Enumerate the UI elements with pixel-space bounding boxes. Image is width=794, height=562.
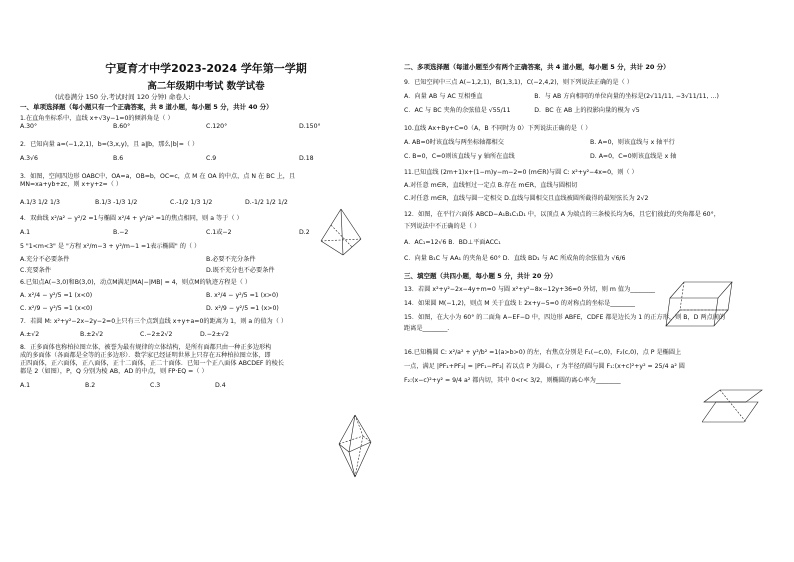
option: C. B=0，C=0则该直线与 y 轴所在直线 bbox=[404, 153, 515, 160]
option: A.3√6 bbox=[20, 155, 38, 162]
question-7-stem: 7．若圆 M: x²+y²−2x−2y−2=0上只有三个点到直线 x+y+a=0的距离为 1，则 a 的值为（ ） bbox=[20, 318, 288, 325]
option: A.±√2 bbox=[20, 331, 40, 338]
option: C.120° bbox=[206, 123, 228, 130]
school-title: 宁夏育才中学2023-2024 学年第一学期 bbox=[105, 62, 307, 75]
option: B.60° bbox=[113, 123, 131, 130]
question-6-stem: 6.已知点A(−3,0)和B(3,0)，动点M满足|MA|−|MB| = 4，则点M的轨迹方程是（ ） bbox=[20, 279, 252, 286]
option: B.6 bbox=[113, 155, 124, 162]
option: C．AC 与 BC 夹角的余弦值是 √55/11 bbox=[404, 107, 511, 114]
question-2 bbox=[20, 141, 392, 163]
question-8-line: 8．正多面体也称柏拉图立体，被誉为最有规律的立体结构，是所有面都只由一种正多边形构 bbox=[20, 344, 272, 351]
question-8-line: 都是 2（如图），P，Q 分别为棱 AB，AD 的中点，则 FP·EQ =（ ） bbox=[20, 368, 208, 375]
option: B.−2 bbox=[113, 229, 129, 236]
option: D.−2±√2 bbox=[200, 331, 229, 338]
question-16-line: F₂:(x−c)²+y² = 9/4 a² 都内切，其中 0<r< 3/2，则椭圆的离心率为________ bbox=[404, 377, 621, 384]
question-13: 13．若圆 x²+y²−2x−4y+m=0 与圆 x²+y²−8x−12y+36=0 外切，则 m 值为________ bbox=[404, 286, 656, 293]
option: D.2 bbox=[299, 229, 310, 236]
option: A.30° bbox=[20, 123, 38, 130]
option: B．与 AB 方向相同的单位向量的坐标是(2√11/11, −3√11/11, ...) bbox=[534, 93, 719, 100]
question-9-options-row2 bbox=[404, 107, 776, 115]
option: B.±2√2 bbox=[80, 331, 104, 338]
parallelepiped-figure bbox=[662, 278, 740, 330]
option: C. x²/9 − y²/5 =1 (x<0) bbox=[20, 305, 93, 312]
option: D.18 bbox=[299, 155, 314, 162]
question-8-line: 成的多面体（各面都是全等的正多边形）．数学家已经证明世界上只存在五种柏拉图立体，即 bbox=[20, 352, 271, 359]
question-12 bbox=[404, 211, 776, 263]
exam-meta: (试卷满分 150 分,考试时间 120 分钟) 命卷人: bbox=[55, 93, 191, 101]
option: D. A=0，C=0则该直线是 x 轴 bbox=[590, 153, 677, 160]
option: B.1/3 -1/3 1/2 bbox=[95, 199, 138, 206]
question-16 bbox=[404, 349, 776, 385]
question-7-options bbox=[20, 331, 260, 339]
option: B. x²/4 − y²/5 =1 (x>0) bbox=[206, 292, 279, 299]
question-4-stem: 4．双曲线 x²/a² − y²/2 =1与椭圆 x²/4 + y²/a² =1的焦点相同，则 a 等于（ ） bbox=[20, 215, 243, 222]
question-15-line: 15．如图，在大小为 60° 的二面角 A−EF−D 中，四边形 ABFE，CDFE 都是边长为 1 的正方形，则 B，D 两点间的 bbox=[404, 314, 726, 321]
question-9 bbox=[404, 79, 776, 115]
option: A.充分不必要条件 bbox=[20, 256, 70, 263]
question-16-line: 16.已知椭圆 C: x²/a² + y²/b² =1(a>b>0) 的左，右焦点分别是 F₁(−c,0)，F₂(c,0)，点 P 是椭圆上 bbox=[404, 349, 682, 356]
question-3-stem-2: MN=xa+yb+zc，则 x+y+z=（ ） bbox=[20, 181, 123, 188]
option: C.3 bbox=[150, 382, 161, 389]
question-15-line: 距离是________. bbox=[404, 325, 450, 332]
option: C.-1/2 1/3 1/2 bbox=[170, 199, 213, 206]
question-5-options-row2 bbox=[20, 267, 392, 275]
question-1-stem: 1.在直角坐标系中，直线 x+√3y−1=0的倾斜角是（ ） bbox=[20, 115, 174, 122]
question-8 bbox=[20, 344, 338, 390]
question-6-options-row2 bbox=[20, 305, 392, 313]
question-12-line: 下列说法中不正确的是（ ） bbox=[404, 223, 481, 230]
question-11 bbox=[404, 169, 776, 203]
option: C.9 bbox=[206, 155, 217, 162]
question-1 bbox=[20, 115, 392, 131]
option: C.充要条件 bbox=[20, 267, 52, 274]
question-11-line: A.对任意 m∈R，直线恒过一定点 B.存在 m∈R，直线与圆相切 bbox=[404, 182, 578, 189]
question-7 bbox=[20, 318, 392, 339]
question-10-stem: 10.直线 Ax+By+C=0（A，B 不同时为 0）下列说法正确的是（ ） bbox=[404, 125, 592, 132]
question-6-options-row1 bbox=[20, 292, 392, 300]
option: D.-1/2 1/2 1/2 bbox=[245, 199, 288, 206]
option: D.既不充分也不必要条件 bbox=[206, 267, 275, 274]
section-fill-in: 三、填空题（共四小题，每小题 5 分，共计 20 分） bbox=[404, 272, 557, 280]
option: A.1 bbox=[20, 382, 31, 389]
option: A. AB=0时该直线与两坐标轴都相交 bbox=[404, 139, 504, 146]
question-8-options bbox=[20, 382, 280, 390]
option: D.4 bbox=[215, 382, 226, 389]
option: B.2 bbox=[85, 382, 96, 389]
option: C.1或−2 bbox=[206, 229, 232, 236]
question-10 bbox=[404, 125, 776, 161]
option: A．向量 AB 与 AC 互相垂直 bbox=[404, 93, 483, 100]
tetrahedron-figure bbox=[315, 205, 367, 260]
exam-title: 高二年级期中考试 数学试卷 bbox=[147, 81, 265, 92]
option: D．BC 在 AB 上的投影向量的模为 √5 bbox=[534, 107, 640, 114]
question-12-line: C．向量 B₁C 与 AA₁ 的夹角是 60° D．直线 BD₁ 与 AC 所成角的余弦值为 √6/6 bbox=[404, 255, 626, 262]
question-3-options bbox=[20, 199, 320, 207]
question-10-options-row1 bbox=[404, 139, 776, 147]
question-2-stem: 2．已知向量 a=(−1,2,1)，b=(3,x,y)，且 a∥b，那么|b|=（ ） bbox=[20, 141, 199, 148]
question-6 bbox=[20, 279, 392, 313]
question-9-options-row1 bbox=[404, 93, 776, 101]
question-3 bbox=[20, 173, 392, 207]
question-10-options-row2 bbox=[404, 153, 776, 161]
right-column bbox=[404, 62, 776, 385]
option: A.1 bbox=[20, 229, 31, 236]
option: B.必要不充分条件 bbox=[206, 256, 256, 263]
question-1-options bbox=[20, 123, 392, 131]
question-12-line: 12．如图，在平行六面体 ABCD−A₁B₁C₁D₁ 中，以顶点 A 为端点的三条棱长均为6，且它们彼此的夹角都是 60°， bbox=[404, 211, 720, 218]
question-9-stem: 9．已知空间中三点 A(−1,2,1)，B(1,3,1)，C(−2,4,2)，则下列说法正确的是（ ） bbox=[404, 79, 633, 86]
question-3-stem: 3．如图，空间四边形 OABC中，OA=a，OB=b，OC=c，点 M 在 OA 的中点，点 N 在 BC 上，且 bbox=[20, 173, 296, 180]
option: D.150° bbox=[299, 123, 321, 130]
octahedron-figure bbox=[335, 412, 375, 480]
option: C.−2±2√2 bbox=[140, 331, 173, 338]
question-8-line: 正四面体，正六面体，正八面体，正十二面体，正二十面体．已知一个正八面体 ABCDEF 的棱长 bbox=[20, 360, 284, 367]
dihedral-angle-figure bbox=[702, 388, 764, 426]
question-5-stem: 5 "1<m<3" 是 "方程 x²/m−3 + y²/m−1 =1表示椭圆" 的（ ） bbox=[20, 243, 201, 250]
question-12-line: A．AC₁=12√6 B．BD⊥平面ACC₁ bbox=[404, 239, 501, 246]
option: A. x²/4 − y²/5 =1 (x<0) bbox=[20, 292, 93, 299]
option: D. x²/9 − y²/5 =1 (x>0) bbox=[206, 305, 279, 312]
question-16-line: 一点，满足 |PF₁+PF₂| = |PF₁−PF₂| 若以点 P 为圆心，r 为半径的圆与圆 F₁:(x+c)²+y² = 25/4 a² 圆 bbox=[404, 363, 685, 370]
option: A.1/3 1/2 1/3 bbox=[20, 199, 60, 206]
option: B. A=0，则该直线与 x 轴平行 bbox=[590, 139, 675, 146]
section-single-choice: 一、单项选择题（每小题只有一个正确答案，共 8 道小题，每小题 5 分，共计 40 分） bbox=[20, 103, 273, 111]
question-14: 14．如果圆 M(−1,2)，则点 M 关于直线 l: 2x+y−5=0 的对称点的坐标是________ bbox=[404, 300, 636, 307]
question-11-line: 11.已知直线 (2m+1)x+(1−m)y−m−2=0 (m∈R)与圆 C: x²+y²−4x=0，则（ ） bbox=[404, 169, 638, 176]
question-2-options bbox=[20, 155, 392, 163]
section-multi-choice: 二、多项选择题（每道小题至少有两个正确答案，共 4 道小题，每小题 5 分，共计 20 分） bbox=[404, 63, 670, 71]
question-11-line: C.对任意 m∈R，直线与圆一定相交 D.直线与圆相交且直线被圆所截得的最短弦长为 2√2 bbox=[404, 195, 649, 202]
